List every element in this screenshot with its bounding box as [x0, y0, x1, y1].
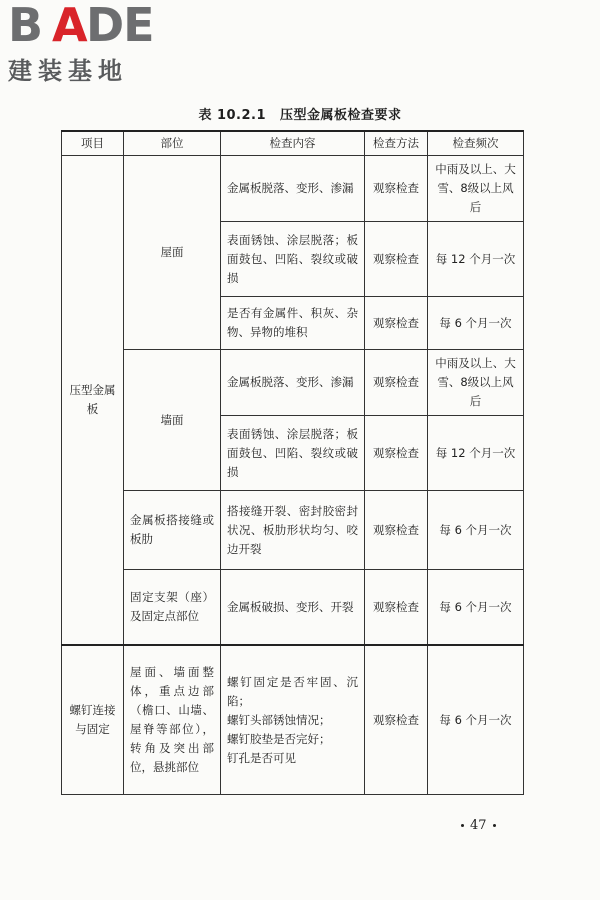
content-cell	[221, 645, 365, 795]
inspection-table	[61, 130, 524, 795]
table-title: 压型金属板检查要求	[280, 108, 402, 123]
content-cell: 金属板破损、变形、开裂	[221, 570, 365, 646]
header-item: 项目	[62, 131, 124, 156]
content-line: 螺钉固定是否牢固、沉陷；	[227, 674, 358, 708]
table-row	[62, 350, 524, 416]
table-row	[62, 491, 524, 570]
part-cell: 金属板搭接缝或板肋	[124, 491, 221, 570]
bullet-dot	[461, 824, 464, 827]
page-number	[455, 818, 502, 833]
part-cell: 墙面	[124, 350, 221, 491]
frequency-cell: 每 12 个月一次	[428, 222, 524, 297]
part-cell: 屋面、墙面整体，重点边部（檐口、山墙、屋脊等部位），转角及突出部位，悬挑部位	[124, 645, 221, 795]
logo-wordmark	[8, 0, 178, 52]
logo-letters-de: DE	[86, 0, 154, 52]
table-row	[62, 156, 524, 222]
brand-logo	[8, 2, 178, 86]
header-frequency: 检查频次	[428, 131, 524, 156]
method-cell: 观察检查	[365, 222, 428, 297]
item-cell: 螺钉连接与固定	[62, 645, 124, 795]
content-cell: 表面锈蚀、涂层脱落；板面鼓包、凹陷、裂纹或破损	[221, 222, 365, 297]
header-method: 检查方法	[365, 131, 428, 156]
method-cell: 观察检查	[365, 297, 428, 350]
method-cell: 观察检查	[365, 416, 428, 491]
content-cell: 是否有金属件、积灰、杂物、异物的堆积	[221, 297, 365, 350]
content-line: 螺钉胶垫是否完好；	[227, 731, 331, 746]
header-part: 部位	[124, 131, 221, 156]
table-number: 表 10.2.1	[198, 108, 267, 123]
logo-subtitle: 建装基地	[8, 57, 128, 85]
logo-letter-b: B	[8, 0, 43, 52]
content-cell: 搭接缝开裂、密封胶密封状况、板肋形状均匀、咬边开裂	[221, 491, 365, 570]
part-cell: 固定支架（座）及固定点部位	[124, 570, 221, 646]
item-cell: 压型金属板	[62, 156, 124, 646]
content-cell: 金属板脱落、变形、渗漏	[221, 350, 365, 416]
frequency-cell: 中雨及以上、大雪、8级以上风后	[428, 350, 524, 416]
frequency-cell: 中雨及以上、大雪、8级以上风后	[428, 156, 524, 222]
method-cell: 观察检查	[365, 350, 428, 416]
table-row	[62, 570, 524, 646]
header-content: 检查内容	[221, 131, 365, 156]
frequency-cell: 每 12 个月一次	[428, 416, 524, 491]
frequency-cell: 每 6 个月一次	[428, 297, 524, 350]
table-header-row	[62, 131, 524, 156]
content-cell: 金属板脱落、变形、渗漏	[221, 156, 365, 222]
frequency-cell: 每 6 个月一次	[428, 570, 524, 646]
method-cell: 观察检查	[365, 156, 428, 222]
content-cell: 表面锈蚀、涂层脱落；板面鼓包、凹陷、裂纹或破损	[221, 416, 365, 491]
table-row	[62, 645, 524, 795]
page-number-value: 47	[470, 818, 487, 833]
method-cell: 观察检查	[365, 645, 428, 795]
frequency-cell: 每 6 个月一次	[428, 491, 524, 570]
logo-letter-a: A	[52, 0, 87, 52]
frequency-cell: 每 6 个月一次	[428, 645, 524, 795]
content-line: 钉孔是否可见	[227, 750, 296, 765]
table-caption	[0, 104, 600, 123]
bullet-dot	[493, 824, 496, 827]
content-line: 螺钉头部锈蚀情况；	[227, 712, 331, 727]
part-cell: 屋面	[124, 156, 221, 350]
method-cell: 观察检查	[365, 491, 428, 570]
method-cell: 观察检查	[365, 570, 428, 646]
